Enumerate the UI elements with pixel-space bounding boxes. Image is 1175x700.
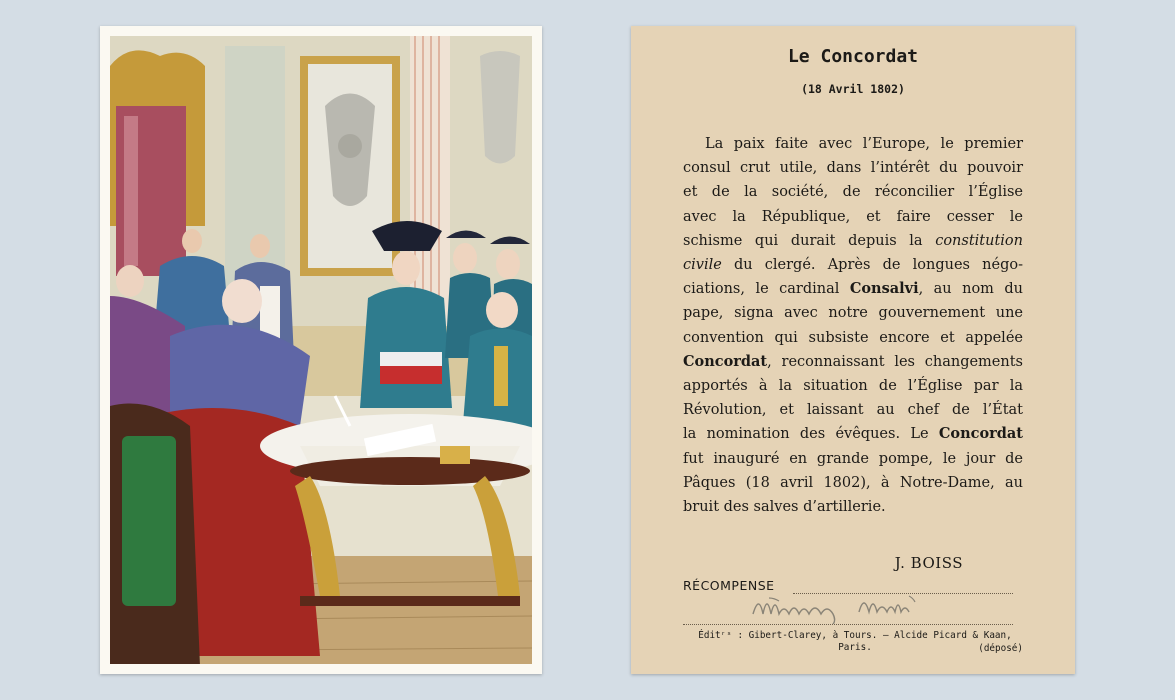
- body-text-segment: avec la République, et faire cesser le: [683, 208, 1023, 225]
- body-text-segment: Pâques (18 avril 1802), à Notre-Dame, au: [683, 474, 1023, 491]
- card-title: Le Concordat: [787, 46, 919, 67]
- depose-note: (déposé): [978, 643, 1023, 654]
- body-text-segment: , reconnaissant les changements: [767, 353, 1023, 370]
- body-text-segment: et de la société, de réconcilier l’Église: [683, 184, 1023, 201]
- body-text-segment: Concordat: [938, 425, 1023, 443]
- body-line: [683, 253, 1023, 277]
- author-signature: J. BOISS: [894, 554, 963, 572]
- body-line: [683, 495, 1023, 519]
- body-text-segment: du clergé. Après de longues négo-: [721, 257, 1023, 274]
- body-text-segment: bruit des salves d’artillerie.: [683, 499, 886, 516]
- publisher-line: Éditʳˢ : Gibert-Clarey, à Tours. — Alcide Picard & Kaan, Paris.: [698, 630, 1012, 653]
- body-line: [683, 398, 1023, 422]
- body-line: [683, 350, 1023, 374]
- body-line: [683, 229, 1023, 253]
- body-line: [683, 422, 1023, 446]
- body-line: [683, 374, 1023, 398]
- body-text-segment: La paix faite avec l’Europe, le premier: [705, 136, 1023, 152]
- concordat-signing-illustration: [110, 36, 532, 664]
- body-line: [683, 156, 1023, 180]
- body-line: [683, 180, 1023, 204]
- body-line: [683, 326, 1023, 350]
- body-text-segment: ciations, le cardinal: [683, 281, 850, 298]
- body-line: [683, 447, 1023, 471]
- recompense-label: RÉCOMPENSE: [683, 578, 775, 593]
- body-text-segment: la nomination des évêques. Le: [683, 426, 939, 443]
- body-text-segment: convention qui subsiste encore et appelée: [683, 329, 1023, 346]
- body-text-segment: Révolution, et laissant au chef de l’État: [683, 402, 1023, 419]
- body-text-segment: constitution: [935, 232, 1023, 249]
- body-line: [683, 301, 1023, 325]
- body-text-segment: civile: [683, 257, 722, 274]
- body-text-segment: Consalvi: [849, 280, 919, 298]
- body-text-segment: , au nom du: [918, 281, 1023, 298]
- card-body-text: [683, 132, 1023, 519]
- body-line: [683, 471, 1023, 495]
- body-line: [683, 132, 1023, 156]
- card-front: [100, 26, 542, 674]
- body-text-segment: Concordat: [683, 352, 768, 370]
- body-text-segment: schisme qui durait depuis la: [683, 232, 936, 249]
- body-text-segment: apportés à la situation de l’Église par la: [683, 378, 1023, 395]
- body-line: [683, 277, 1023, 301]
- card-back: [631, 26, 1075, 674]
- name-dotted-line: [683, 624, 1013, 625]
- handwritten-name-signature: [749, 590, 949, 624]
- body-text-segment: fut inauguré en grande pompe, le jour de: [683, 450, 1023, 467]
- body-text-segment: consul crut utile, dans l’intérêt du pouvoir: [683, 160, 1023, 177]
- body-line: [683, 205, 1023, 229]
- card-date: (18 Avril 1802): [801, 82, 905, 96]
- body-text-segment: pape, signa avec notre gouvernement une: [683, 305, 1023, 322]
